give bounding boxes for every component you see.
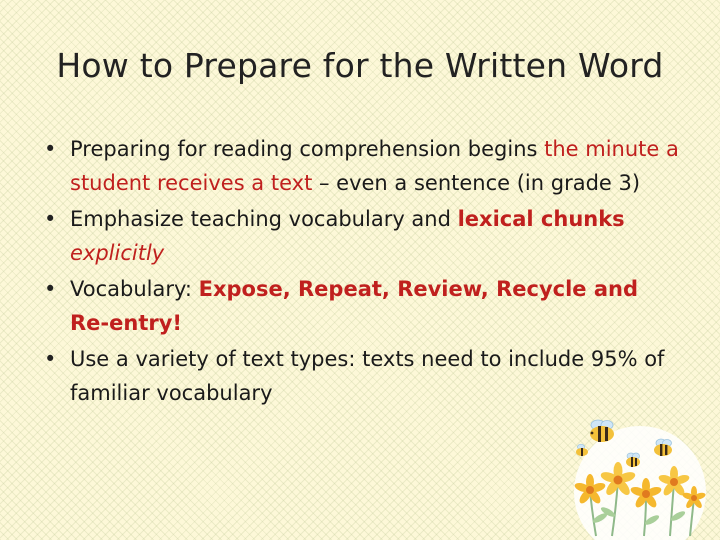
- bullet-item-4: [44, 342, 684, 410]
- bullet-item-2: [44, 202, 684, 270]
- bullet-3-text: Vocabulary:: [70, 277, 199, 301]
- slide-title: How to Prepare for the Written Word: [56, 46, 664, 85]
- bullet-2-text: Emphasize teaching vocabulary and: [70, 207, 458, 231]
- bullet-item-3: [44, 272, 684, 340]
- bullet-item-1: [44, 132, 684, 200]
- bullet-2-highlight: lexical chunks: [457, 207, 625, 231]
- bullet-1-highlight: the minute a student receives a text: [70, 137, 679, 195]
- bullet-1-tail: – even a sentence (in grade 3): [312, 171, 641, 195]
- bullet-2-emphasis: explicitly: [70, 241, 165, 265]
- bullet-3-highlight: Expose, Repeat, Review, Recycle and Re-entry!: [70, 277, 638, 335]
- bullet-1-text: Preparing for reading comprehension begins: [70, 137, 545, 161]
- bullet-4-text: Use a variety of text types: texts need to include 95% of familiar vocabulary: [70, 347, 665, 405]
- bees-and-flowers-illustration: [560, 412, 710, 540]
- bullet-list: [44, 132, 684, 412]
